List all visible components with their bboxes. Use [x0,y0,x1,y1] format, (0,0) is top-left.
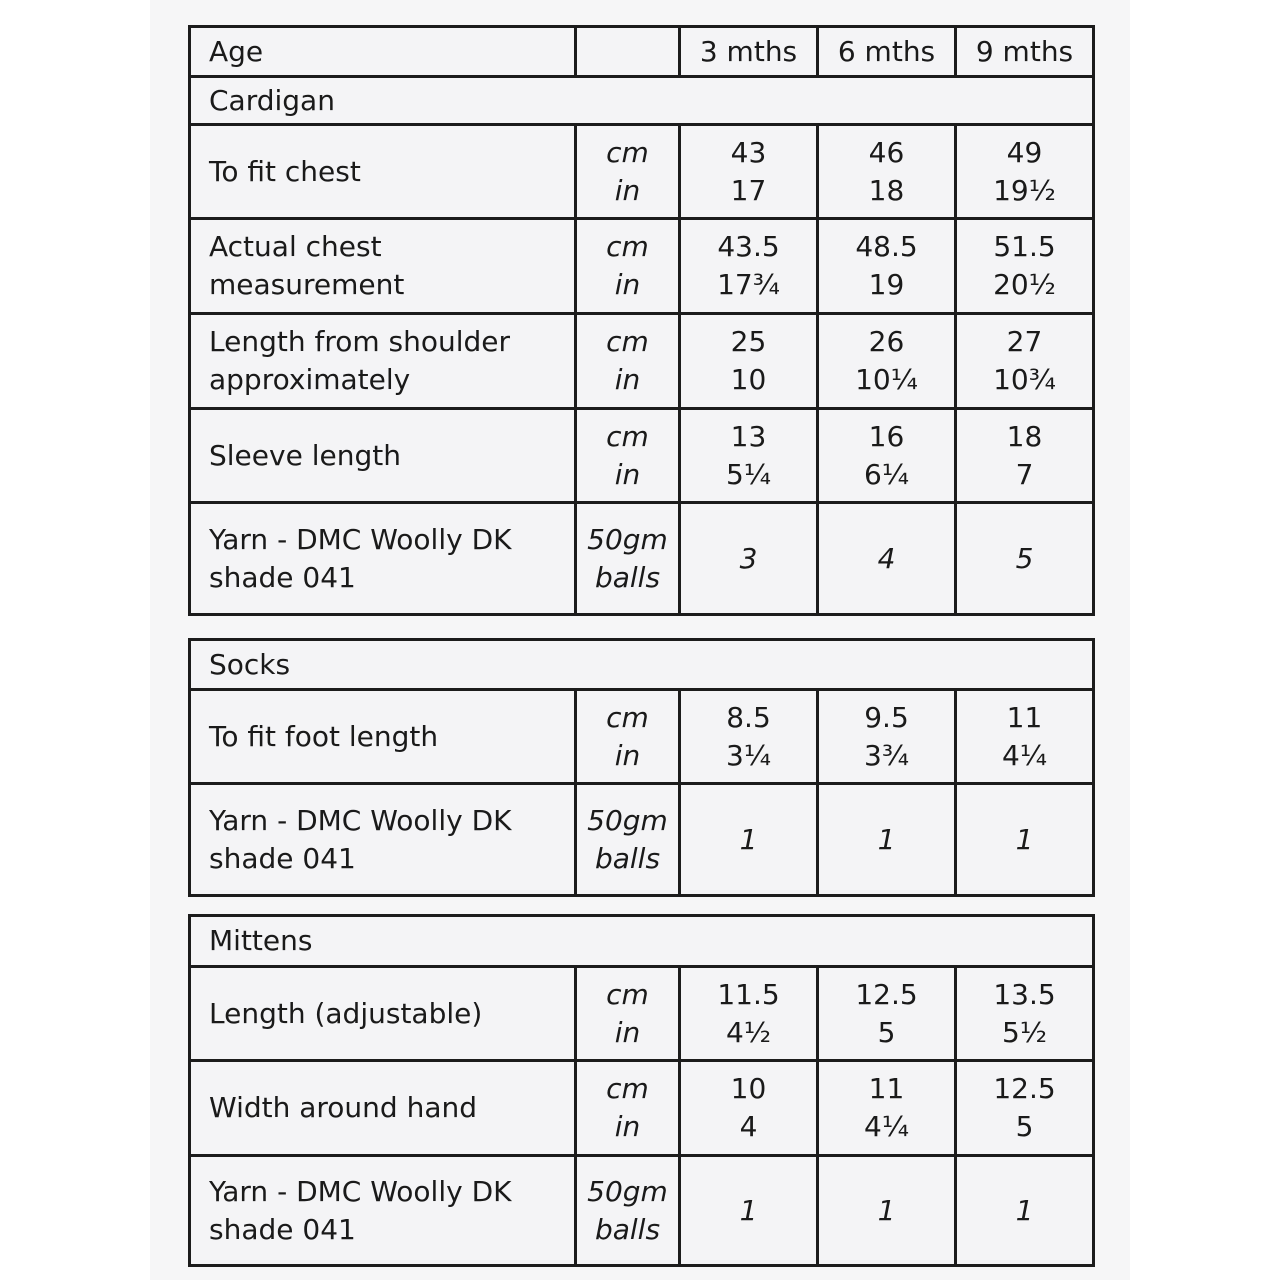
size-value: 12.5 [855,977,918,1011]
socks-row [190,784,1094,896]
size-value: 51.5 [993,230,1056,263]
size-value: 5 [877,1015,896,1049]
size-value-cell [956,125,1094,219]
size-value: 1 [739,822,758,856]
unit-label: in [614,738,641,772]
age-label: Age [190,27,576,77]
size-value: 11.5 [717,977,780,1011]
size-value-cell [680,1156,818,1266]
size-value-cell [818,219,956,314]
size-value: 18 [868,173,905,207]
unit-label: balls [594,560,661,594]
size-value: 8.5 [726,700,771,734]
unit-header-cell [576,27,680,77]
size-value-cell [680,409,818,503]
size-value: 10 [730,1072,767,1105]
unit-cell [576,503,680,615]
size-value-cell [680,690,818,784]
size-value-cell [956,219,1094,314]
measurement-label-line: Yarn - DMC Woolly DK [209,803,512,837]
mittens-size-table [188,914,1095,1267]
size-value-cell [680,967,818,1061]
section-title-socks: Socks [190,640,1094,690]
size-value: 1 [1015,1193,1034,1227]
size-value-cell [956,503,1094,615]
mittens-row [190,1061,1094,1156]
size-value: 5¼ [726,457,771,491]
measurement-label [190,409,576,503]
size-header-3mths: 3 mths [680,27,818,77]
size-value-cell [956,967,1094,1061]
size-value-cell [680,314,818,409]
size-value: 4¼ [864,1110,909,1143]
size-value: 25 [730,325,767,358]
measurement-label-line: Yarn - DMC Woolly DK [209,522,512,556]
size-value: 20½ [993,268,1056,301]
size-header-9mths: 9 mths [956,27,1094,77]
size-value: 18 [1006,419,1043,453]
unit-cell [576,314,680,409]
measurement-label-line: approximately [209,363,411,396]
size-value-cell [818,409,956,503]
cardigan-row [190,125,1094,219]
measurement-label [190,125,576,219]
size-value: 17¾ [717,268,780,301]
size-value: 1 [877,822,896,856]
measurement-label-line: shade 041 [209,1212,356,1246]
size-value-cell [818,503,956,615]
size-value: 10¾ [993,363,1056,396]
measurement-label-line: To fit chest [209,154,361,188]
size-value: 4 [877,541,896,575]
mittens-row [190,967,1094,1061]
size-value-cell [818,1061,956,1156]
size-value: 4 [739,1110,758,1143]
unit-label: 50gm [587,1174,668,1208]
measurement-label [190,690,576,784]
size-value: 48.5 [855,230,918,263]
unit-cell [576,1156,680,1266]
unit-label: in [614,1015,641,1049]
size-value: 7 [1015,457,1034,491]
measurement-label [190,967,576,1061]
size-value: 26 [868,325,905,358]
size-value: 19 [868,268,905,301]
size-value-cell [680,125,818,219]
size-value: 19½ [993,173,1056,207]
unit-cell [576,219,680,314]
size-value: 10 [730,363,767,396]
size-value-cell [818,314,956,409]
unit-cell [576,784,680,896]
size-value: 10¼ [855,363,918,396]
unit-cell [576,125,680,219]
unit-label: balls [594,1212,661,1246]
unit-label: in [614,173,641,207]
unit-label: cm [606,325,649,358]
size-value: 9.5 [864,700,909,734]
unit-cell [576,690,680,784]
size-value: 43 [730,135,767,169]
size-value: 13 [730,419,767,453]
size-value: 4¼ [1002,738,1047,772]
size-value: 17 [730,173,767,207]
size-value-cell [818,967,956,1061]
unit-label: cm [606,977,649,1011]
size-value: 1 [1015,822,1034,856]
size-value: 43.5 [717,230,780,263]
size-value-cell [818,1156,956,1266]
measurement-label [190,1156,576,1266]
size-value: 11 [868,1072,905,1105]
measurement-label-line: Sleeve length [209,438,401,472]
size-value: 16 [868,419,905,453]
cardigan-row [190,314,1094,409]
size-value-cell [956,1061,1094,1156]
size-value: 5 [1015,1110,1034,1143]
unit-label: cm [606,419,649,453]
size-value: 5½ [1002,1015,1047,1049]
size-value: 49 [1006,135,1043,169]
size-value: 1 [877,1193,896,1227]
section-title-cardigan: Cardigan [190,77,1094,125]
size-value: 11 [1006,700,1043,734]
size-value: 3 [739,541,758,575]
measurement-label-line: measurement [209,268,405,301]
unit-label: in [614,363,641,396]
unit-label: cm [606,135,649,169]
size-value-cell [818,784,956,896]
cardigan-row [190,503,1094,615]
unit-label: cm [606,1072,649,1105]
size-value: 6¼ [864,457,909,491]
measurement-label [190,784,576,896]
measurement-label-line: shade 041 [209,560,356,594]
socks-size-table [188,638,1095,897]
unit-cell [576,967,680,1061]
size-value-cell [680,219,818,314]
measurement-label [190,314,576,409]
size-value-cell [680,784,818,896]
measurement-label-line: Width around hand [209,1091,478,1124]
mittens-row [190,1156,1094,1266]
unit-label: balls [594,841,661,875]
unit-cell [576,1061,680,1156]
size-value: 3¼ [726,738,771,772]
size-value-cell [956,1156,1094,1266]
measurement-label-line: Length (adjustable) [209,996,483,1030]
size-header-6mths: 6 mths [818,27,956,77]
age-header-row [190,27,1094,77]
unit-cell [576,409,680,503]
size-value: 4½ [726,1015,771,1049]
size-value-cell [956,690,1094,784]
measurement-label [190,1061,576,1156]
size-value-cell [818,690,956,784]
unit-label: cm [606,700,649,734]
size-value: 46 [868,135,905,169]
size-value-cell [818,125,956,219]
size-value-cell [956,314,1094,409]
unit-label: in [614,457,641,491]
size-value-cell [956,784,1094,896]
size-value-cell [680,503,818,615]
cardigan-row [190,219,1094,314]
unit-label: 50gm [587,522,668,556]
size-value: 27 [1006,325,1043,358]
measurement-label-line: Yarn - DMC Woolly DK [209,1174,512,1208]
measurement-label [190,219,576,314]
size-value: 3¾ [864,738,909,772]
cardigan-row [190,409,1094,503]
measurement-label-line: Length from shoulder [209,325,511,358]
size-value-cell [680,1061,818,1156]
measurement-label-line: To fit foot length [209,719,439,753]
size-value: 12.5 [993,1072,1056,1105]
size-value-cell [956,409,1094,503]
cardigan-size-table [188,25,1095,616]
measurement-label [190,503,576,615]
measurement-label-line: Actual chest [209,230,382,263]
unit-label: cm [606,230,649,263]
measurement-label-line: shade 041 [209,841,356,875]
size-value: 13.5 [993,977,1056,1011]
size-value: 1 [739,1193,758,1227]
section-title-mittens: Mittens [190,916,1094,967]
size-value: 5 [1015,541,1034,575]
socks-row [190,690,1094,784]
unit-label: 50gm [587,803,668,837]
unit-label: in [614,268,641,301]
unit-label: in [614,1110,641,1143]
